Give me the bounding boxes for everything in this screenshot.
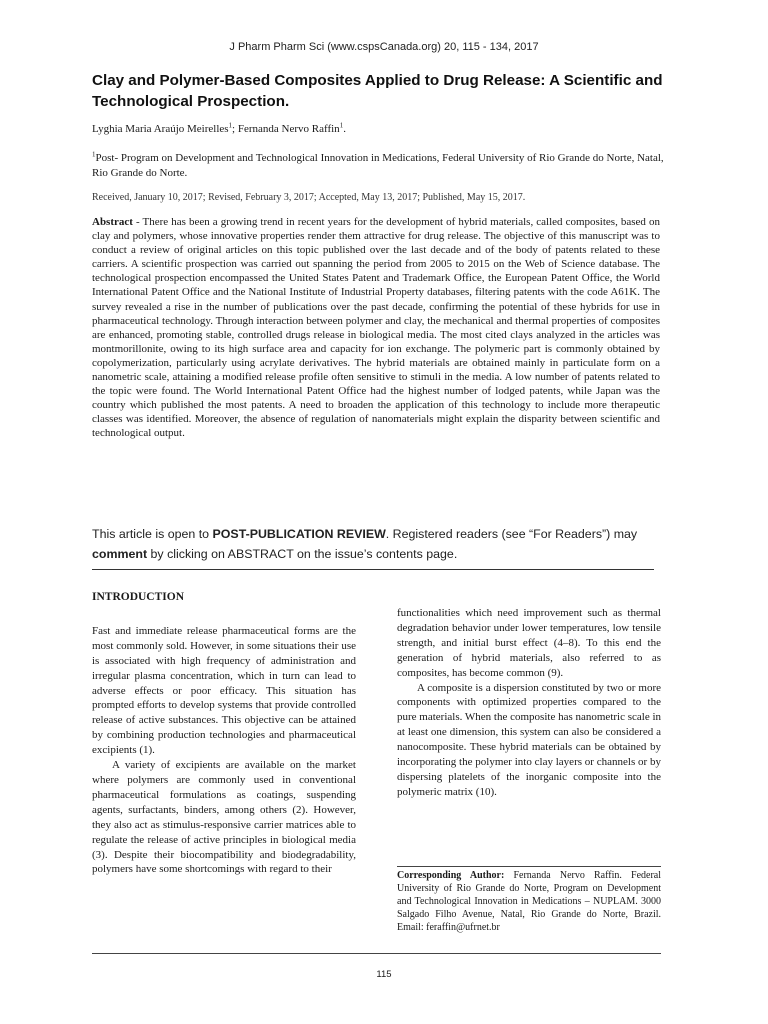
author-affiliation-marker: 1	[228, 121, 233, 130]
corresponding-author-text: Fernanda Nervo Raffin. Federal University of Rio Grande do Norte, Program on Development and Technological Innovation in Medications – NUPLAM. 3000 Salgado Filho Avenue, Natal, Rio Grande do Norte, Brazil. Email: feraffin@ufrnet.br	[397, 870, 661, 933]
author-affiliation-marker: 1	[339, 121, 344, 130]
section-heading-introduction: INTRODUCTION	[92, 591, 185, 603]
author-separator: ;	[232, 123, 238, 135]
author-name: Fernanda Nervo Raffin	[237, 123, 340, 135]
abstract-label: Abstract	[92, 216, 133, 228]
page-number: 115	[376, 969, 392, 980]
notice-text: . Registered readers (see “For Readers”) may	[385, 527, 638, 541]
abstract-text: - There has been a growing trend in recent years for the development of hybrid materials, called composites, based on clay and polymers, whose innovative properties render them attractive for drug release. The objective of this manuscript was to conduct a review of original articles on this topic published over the last decade and of the body of patents related to these carriers. A scientific prospection was carried out spanning the period from 2005 to 2015 on the Web of Science database. The technological prospection encompassed the United States Patent and Trademark Office, the European Patent Office, the World International Patent Office and the National Institute of Industrial Property databases, filtering patents with the code A61K. The survey revealed a rise in the number of publications over the past decade, confirming the potential of these hybrids for use in pharmaceutical technology. Through interaction between polymer and clay, the mechanical and thermal properties of composites are enhanced, promoting stable, controlled drugs release in biological media. The most cited clays analyzed in the articles was montmorillonite, owing to its high surface area and capacity for ion exchange. The polymeric part is commonly obtained by copolymerization, particularly using acrylate derivatives. The hybrid materials are obtained mainly in particulate form on a nanometric scale, attaining a modified release profile often sensitive to stimuli in the media. A low number of patents related to the topic were found. The World International Patent Office had the highest number of lodged patents, while Japan was the country which published the most patents. A need to broaden the application of this technology to include more therapeutic classes was identified. Moreover, the absence of regulation of nanomaterials might explain the disparity between scientific and technological output.	[92, 216, 660, 440]
corresponding-author-label: Corresponding Author:	[397, 870, 505, 881]
journal-header: J Pharm Pharm Sci (www.cspsCanada.org) 20, 115 - 134, 2017	[229, 41, 539, 53]
left-column	[92, 590, 356, 877]
body-paragraph: functionalities which need improvement such as thermal degradation behavior under lower temperatures, low tensile strength, and initial burst effect (4–8). To this end the generation of hybrid materials, also referred to as composites, has become common (9).	[397, 607, 661, 679]
affiliation	[92, 151, 668, 180]
body-paragraph: A variety of excipients are available on the market where polymers are commonly used in conventional pharmaceutical formulations as coatings, suspending agents, surfactants, binders, among others (2). However, they also act as stimulus-responsive carrier matrices able to regulate the release of active principles in biological media (3). Despite their biocompatibility and biodegradability, polymers have some shortcomings with regard to their	[92, 759, 356, 876]
footer-rule	[92, 953, 661, 954]
notice-text: This article is open to	[92, 527, 213, 541]
separator-rule	[92, 569, 654, 570]
author-list	[92, 123, 668, 135]
notice-emphasis: POST-PUBLICATION REVIEW	[212, 527, 386, 541]
affiliation-text: Post- Program on Development and Technological Innovation in Medications, Federal University of Rio Grande do Norte, Natal, Rio Grande do Norte.	[92, 152, 664, 179]
notice-text: by clicking on ABSTRACT on the issue’s contents page.	[147, 547, 458, 561]
publication-dates: Received, January 10, 2017; Revised, February 3, 2017; Accepted, May 13, 2017; Published, May 15, 2017.	[92, 192, 526, 203]
right-column	[397, 606, 661, 800]
notice-emphasis: comment	[92, 547, 148, 561]
body-paragraph: Fast and immediate release pharmaceutical forms are the most commonly sold. However, in some situations their use is associated with high frequency of administration and irregular plasma concentration, which in turn can lead to adverse effects or poor efficacy. This situation has prompted efforts to develop systems that provide controlled release of active substances. This objective can be attained by combining production technologies and pharmaceutical excipients (1).	[92, 624, 356, 757]
body-paragraph: A composite is a dispersion constituted by two or more components with optimized properties compared to the pure materials. When the composite has nanometric scale in at least one dimension, this system can also be considered a nanocomposite. These hybrid materials can be obtained by incorporating the polymer into clay layers or channels or by dispersing platelets of the inorganic composite into the polymeric matrix (10).	[397, 681, 662, 798]
author-list-end: .	[343, 123, 346, 135]
author-name: Lyghia Maria Araújo Meirelles	[92, 123, 229, 135]
abstract	[92, 215, 660, 441]
affiliation-marker: 1	[92, 150, 96, 159]
post-publication-review-notice	[92, 524, 668, 564]
article-title: Clay and Polymer-Based Composites Applied to Drug Release: A Scientific and Technological Prospection.	[92, 72, 663, 110]
corresponding-author-note	[397, 866, 661, 934]
